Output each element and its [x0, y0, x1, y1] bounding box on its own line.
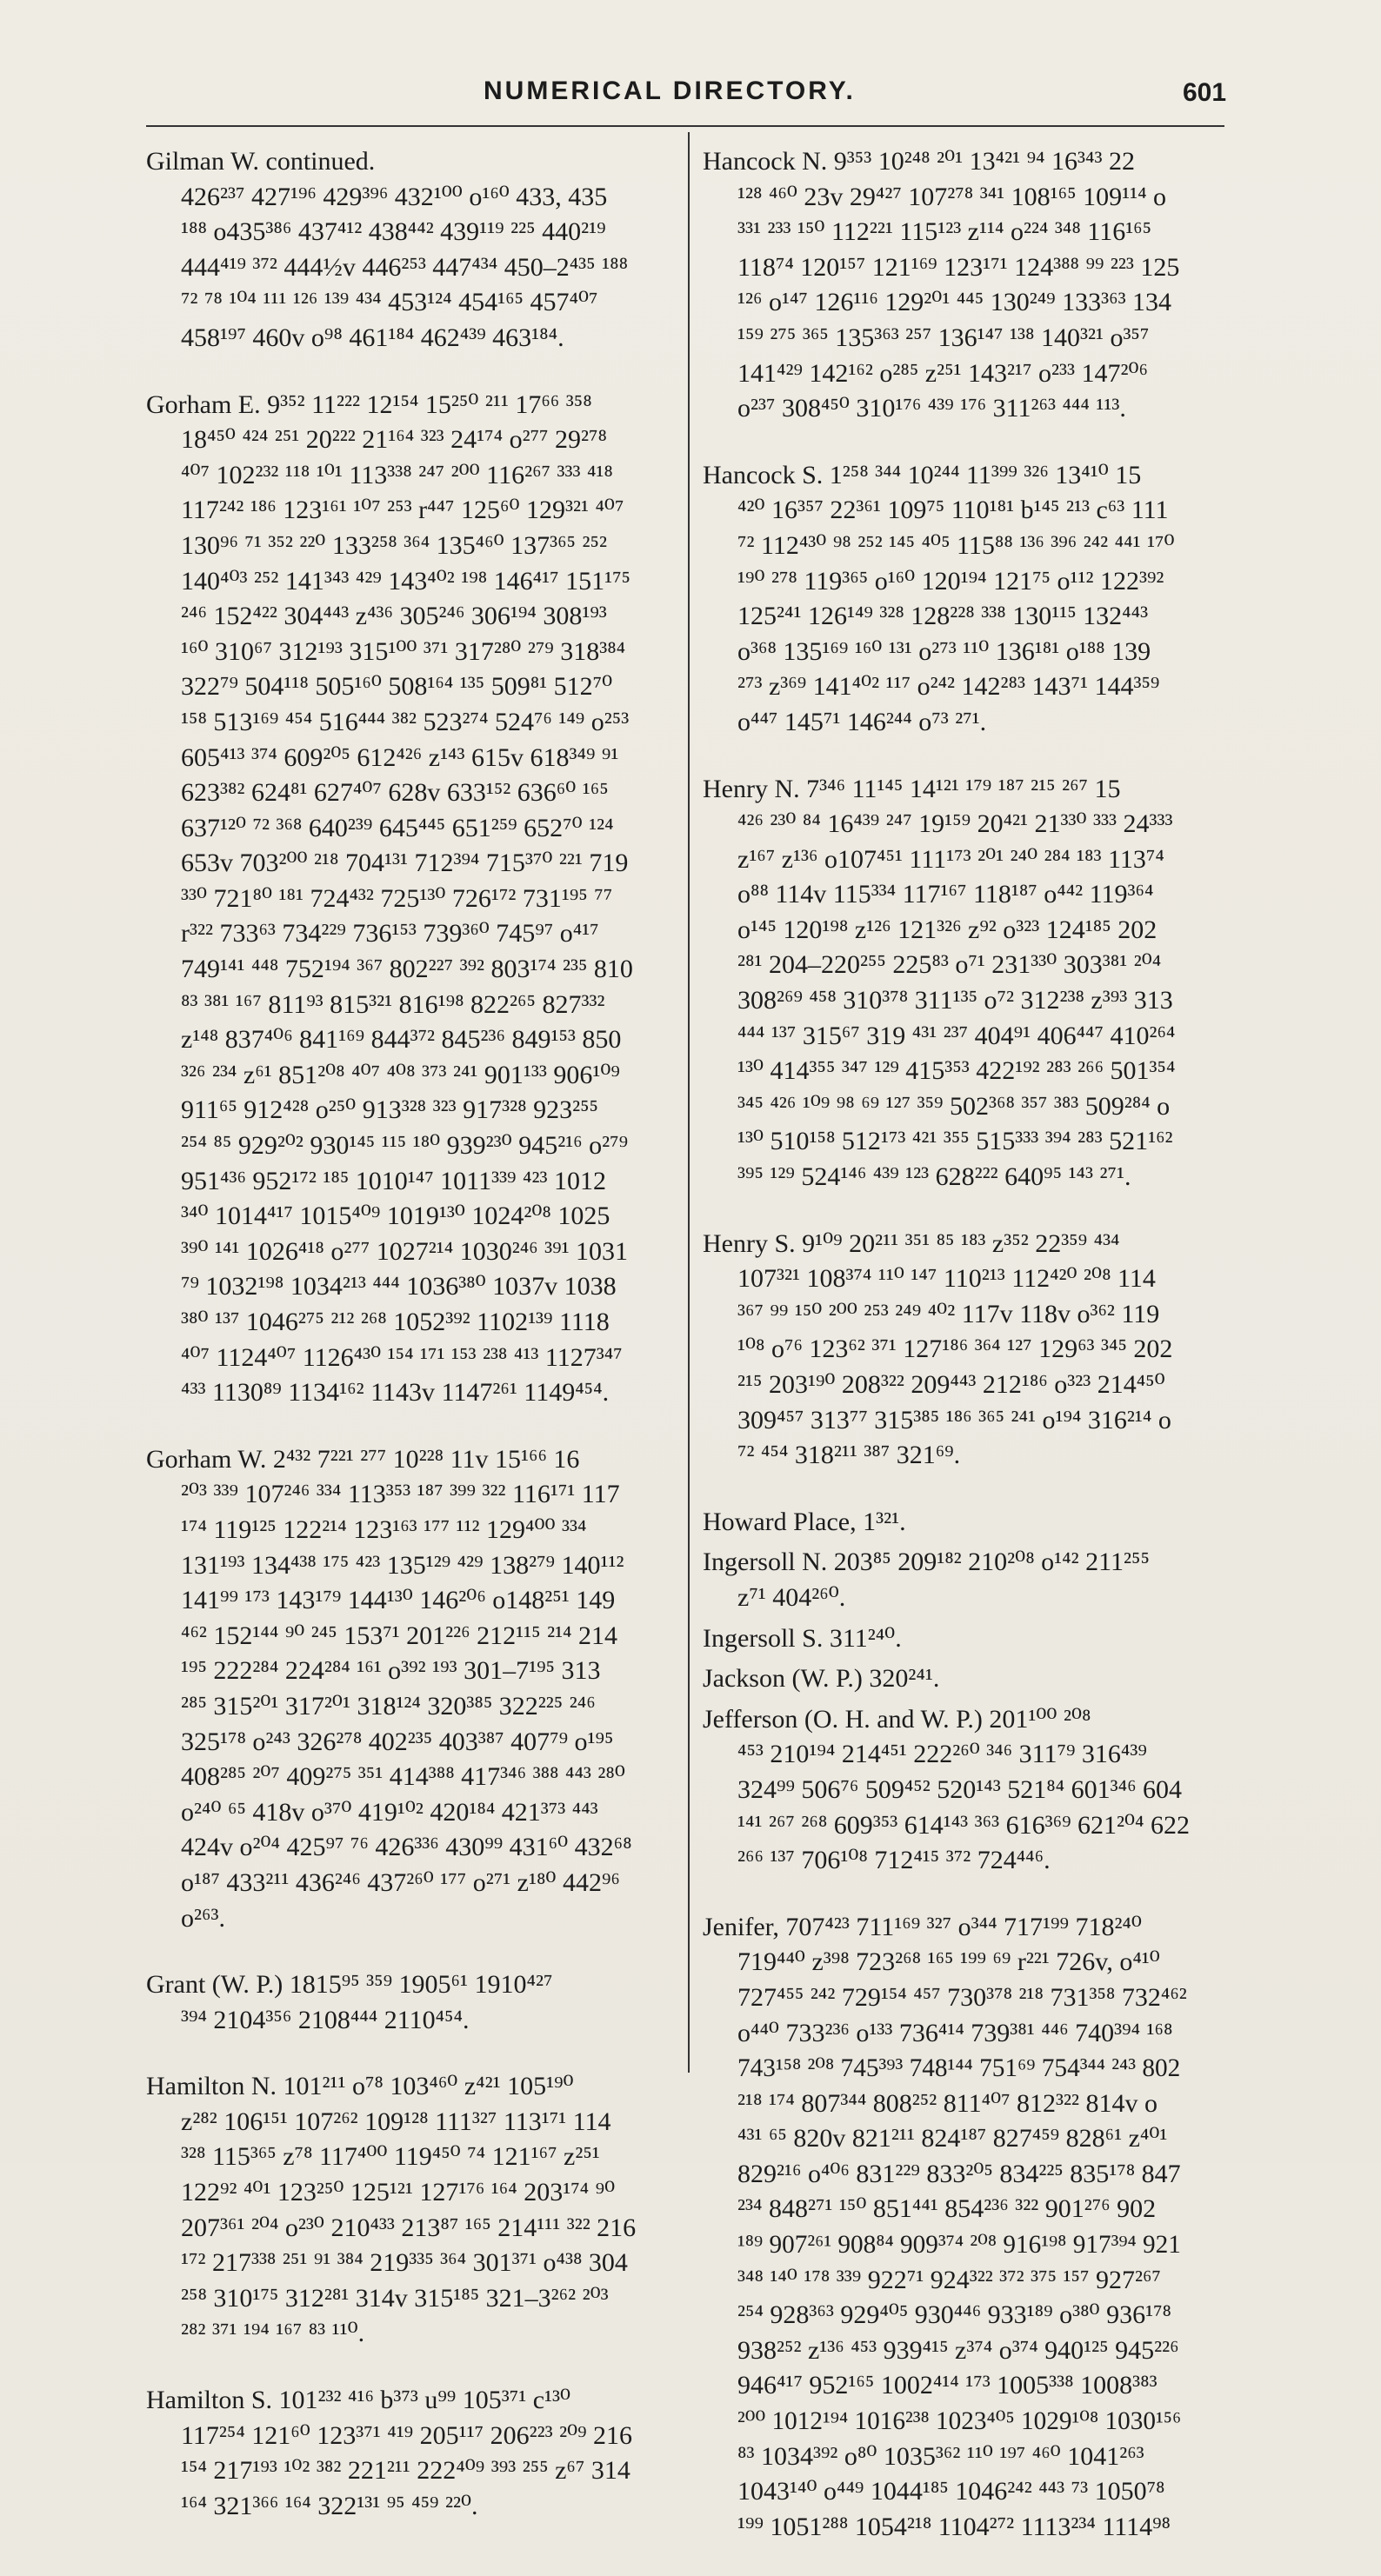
directory-entry: [146, 1442, 672, 1936]
entry-number-line: 605⁴¹³ ³⁷⁴ 609²⁰⁵ 612⁴²⁶ z¹⁴³ 615v 618³⁴⁹ ⁹¹: [181, 742, 619, 772]
entry-number-line: ²⁴⁶ 152⁴²² 304⁴⁴³ z⁴³⁶ 305²⁴⁶ 306¹⁹⁴ 308¹⁹³: [181, 602, 607, 631]
entry-number-line: z²⁸² 106¹⁵¹ 107²⁶² 109¹²⁸ 111³²⁷ 113¹⁷¹ 114: [181, 2107, 611, 2136]
entry-number-line: ⁴⁰⁷ 1124⁴⁰⁷ 1126⁴³⁰ ¹⁵⁴ ¹⁷¹ ¹⁵³ ²³⁸ ⁴¹³ 1127³⁴⁷: [181, 1342, 623, 1372]
entry-number-line: ⁴³³ 1130⁸⁹ 1134¹⁶² 1143v 1147²⁶¹ 1149⁴⁵⁴.: [181, 1378, 610, 1408]
entry-number-line: ³⁸⁰ ¹³⁷ 1046²⁷⁵ ²¹² ²⁶⁸ 1052³⁹² 1102¹³⁹ 1118: [181, 1308, 610, 1336]
left-column: [146, 144, 672, 2555]
entry-number-line: ²⁸⁵ 315²⁰¹ 317²⁰¹ 318¹²⁴ 320³⁸⁵ 322²²⁵ ²⁴⁶: [181, 1691, 596, 1721]
entry-number-line: ²⁰⁰ 1012¹⁹⁴ 1016²³⁸ 1023⁴⁰⁵ 1029¹⁰⁸ 1030¹⁵⁶: [737, 2407, 1182, 2436]
entry-number-line: 829²¹⁶ o⁴⁰⁶ 831²²⁹ 833²⁰⁵ 834²²⁵ 835¹⁷⁸ 847: [737, 2159, 1181, 2188]
entry-number-line: 140⁴⁰³ ²⁵² 141³⁴³ ⁴²⁹ 143⁴⁰² ¹⁹⁸ 146⁴¹⁷ 151¹⁷⁵: [181, 566, 631, 596]
entry-number-line: 130⁹⁶ ⁷¹ ³⁵² ²²⁰ 133²⁵⁸ ³⁶⁴ 135⁴⁶⁰ 137³⁶⁵ ²⁵²: [181, 530, 607, 560]
entry-heading-line: Hancock S. 1²⁵⁸ ³⁴⁴ 10²⁴⁴ 11³⁹⁹ ³²⁶ 13⁴¹⁰ 15: [703, 460, 1142, 489]
entry-heading-line: Hamilton S. 101²³² ⁴¹⁶ b³⁷³ u⁹⁹ 105³⁷¹ c¹³⁰: [146, 2386, 571, 2415]
entry-number-line: ²⁰³ ³³⁹ 107²⁴⁶ ³³⁴ 113³⁵³ ¹⁸⁷ ³⁹⁹ ³²² 116¹⁷¹ 117: [181, 1480, 620, 1509]
entry-number-line: ²⁵⁴ 928³⁶³ 929⁴⁰⁵ 930⁴⁴⁶ 933¹⁸⁹ o³⁸⁰ 936¹⁷⁸: [737, 2300, 1171, 2330]
entry-number-line: 118⁷⁴ 120¹⁵⁷ 121¹⁶⁹ 123¹⁷¹ 124³⁸⁸ ⁹⁹ ²²³ 125: [737, 252, 1180, 282]
entry-number-line: ⁴⁶² 152¹⁴⁴ ⁹⁰ ²⁴⁵ 153⁷¹ 201²²⁶ 212¹¹⁵ ²¹⁴ 214: [181, 1621, 618, 1650]
entry-number-line: ⁴²⁶ ²³⁰ ⁸⁴ 16⁴³⁹ ²⁴⁷ 19¹⁵⁹ 20⁴²¹ 21³³⁰ ³³³ 24³³³: [737, 809, 1173, 839]
entry-number-line: 653v 703²⁰⁰ ²¹⁸ 704¹³¹ 712³⁹⁴ 715³⁷⁰ ²²¹ 719: [181, 849, 629, 878]
entry-number-line: o¹⁸⁷ 433²¹¹ 436²⁴⁶ 437²⁶⁰ ¹⁷⁷ o²⁷¹ z¹⁸⁰ 442⁹⁶: [181, 1867, 620, 1897]
entry-number-line: 141⁴²⁹ 142¹⁶² o²⁸⁵ z²⁵¹ 143²¹⁷ o²³³ 147²⁰⁶: [737, 358, 1148, 388]
entry-number-line: ¹⁶⁴ 321³⁶⁶ ¹⁶⁴ 322¹³¹ ⁹⁵ ⁴⁵⁹ ²²⁰.: [181, 2491, 478, 2520]
entry-number-line: 719⁴⁴⁰ z³⁹⁸ 723²⁶⁸ ¹⁶⁵ ¹⁹⁹ ⁶⁹ r²²¹ 726v, o⁴¹⁰: [737, 1947, 1160, 1977]
entry-number-line: ¹²⁸ ⁴⁶⁰ 23v 29⁴²⁷ 107²⁷⁸ ³⁴¹ 108¹⁶⁵ 109¹¹⁴ o: [737, 182, 1167, 211]
entry-number-line: 743¹⁵⁸ ²⁰⁸ 745³⁹³ 748¹⁴⁴ 751⁶⁹ 754³⁴⁴ ²⁴³ 802: [737, 2054, 1181, 2083]
entry-heading-line: Grant (W. P.) 1815⁹⁵ ³⁵⁹ 1905⁶¹ 1910⁴²⁷: [146, 1970, 553, 2000]
entry-number-line: ²⁸¹ 204–220²⁵⁵ 225⁸³ o⁷¹ 231³³⁰ 303³⁸¹ ²⁰⁴: [737, 950, 1162, 980]
entry-number-line: ²⁷³ z³⁶⁹ 141⁴⁰² ¹¹⁷ o²⁴² 142²⁸³ 143⁷¹ 144³⁵⁹: [737, 672, 1160, 702]
entry-number-line: 325¹⁷⁸ o²⁴³ 326²⁷⁸ 402²³⁵ 403³⁸⁷ 407⁷⁹ o¹⁹⁵: [181, 1727, 614, 1756]
entry-number-line: 122⁹² ⁴⁰¹ 123²⁵⁰ 125¹²¹ 127¹⁷⁶ ¹⁶⁴ 203¹⁷⁴ ⁹⁰: [181, 2178, 616, 2207]
entry-number-line: ²⁸² ³⁷¹ ¹⁹⁴ ¹⁶⁷ ⁸³ ¹¹⁰.: [181, 2319, 365, 2348]
entry-number-line: o⁸⁸ 114v 115³³⁴ 117¹⁶⁷ 118¹⁸⁷ o⁴⁴² 119³⁶⁴: [737, 880, 1154, 909]
entry-heading-line: Jenifer, 707⁴²³ 711¹⁶⁹ ³²⁷ o³⁴⁴ 717¹⁹⁹ 718²⁴⁰: [703, 1912, 1142, 1941]
entry-number-line: ³⁶⁷ ⁹⁹ ¹⁵⁰ ²⁰⁰ ²⁵³ ²⁴⁹ ⁴⁰² 117v 118v o³⁶² 119: [737, 1299, 1160, 1328]
entry-number-line: 125²⁴¹ 126¹⁴⁹ ³²⁸ 128²²⁸ ³³⁸ 130¹¹⁵ 132⁴⁴³: [737, 602, 1149, 631]
directory-entry: [146, 2069, 672, 2352]
entry-number-line: o³⁶⁸ 135¹⁶⁹ ¹⁶⁰ ¹³¹ o²⁷³ ¹¹⁰ 136¹⁸¹ o¹⁸⁸ 139: [737, 636, 1151, 666]
entry-number-line: ¹⁵⁴ 217¹⁹³ ¹⁰² ³⁸² 221²¹¹ 222⁴⁰⁹ ³⁹³ ²⁵⁵ z⁶⁷ 314: [181, 2456, 630, 2486]
directory-entry: [703, 1661, 1224, 1697]
entry-number-line: o⁴⁴⁷ 145⁷¹ 146²⁴⁴ o⁷³ ²⁷¹.: [737, 707, 987, 736]
entry-heading-line: Gorham W. 2⁴³² 7²²¹ ²⁷⁷ 10²²⁸ 11v 15¹⁶⁶ 16: [146, 1444, 580, 1474]
entry-number-line: 131¹⁹³ 134⁴³⁸ ¹⁷⁵ ⁴²³ 135¹²⁹ ⁴²⁹ 138²⁷⁹ 140¹¹²: [181, 1550, 624, 1580]
entry-heading-line: Gilman W. continued.: [146, 147, 376, 176]
entry-number-line: 18⁴⁵⁰ ⁴²⁴ ²⁵¹ 20²²² 21¹⁶⁴ ³²³ 24¹⁷⁴ o²⁷⁷ 29²⁷⁸: [181, 425, 607, 455]
directory-entry: [703, 144, 1224, 427]
entry-number-line: ³⁹⁴ 2104³⁵⁶ 2108⁴⁴⁴ 2110⁴⁵⁴.: [181, 2005, 470, 2034]
entry-number-line: ²⁶⁶ ¹³⁷ 706¹⁰⁸ 712⁴¹⁵ ³⁷² 724⁴⁴⁶.: [737, 1846, 1051, 1875]
entry-number-line: 207³⁶¹ ²⁰⁴ o²³⁰ 210⁴³³ 213⁸⁷ ¹⁶⁵ 214¹¹¹ ³²² 216: [181, 2213, 637, 2242]
entry-number-line: o¹⁴⁵ 120¹⁹⁸ z¹²⁶ 121³²⁶ z⁹² o³²³ 124¹⁸⁵ 202: [737, 915, 1158, 944]
entry-number-line: 444⁴¹⁹ ³⁷² 444½v 446²⁵³ 447⁴³⁴ 450–2⁴³⁵ ¹⁸⁸: [181, 252, 629, 282]
entry-number-line: ³³¹ ²³³ ¹⁵⁰ 112²²¹ 115¹²³ z¹¹⁴ o²²⁴ ³⁴⁸ 116¹⁶⁵: [737, 217, 1152, 247]
directory-entry: [703, 1621, 1224, 1657]
entry-number-line: 309⁴⁵⁷ 313⁷⁷ 315³⁸⁵ ¹⁸⁶ ³⁶⁵ ²⁴¹ o¹⁹⁴ 316²¹⁴ o: [737, 1405, 1171, 1434]
entry-number-line: 117²⁴² ¹⁸⁶ 123¹⁶¹ ¹⁰⁷ ²⁵³ r⁴⁴⁷ 125⁶⁰ 129³²¹ ⁴⁰⁷: [181, 496, 624, 525]
entry-number-line: ⁴⁵³ 210¹⁹⁴ 214⁴⁵¹ 222²⁶⁰ ³⁴⁶ 311⁷⁹ 316⁴³⁹: [737, 1740, 1147, 1769]
entry-number-line: ¹⁹⁵ 222²⁸⁴ 224²⁸⁴ ¹⁶¹ o³⁹² ¹⁹³ 301–7¹⁹⁵ 313: [181, 1656, 601, 1686]
directory-entry: [703, 458, 1224, 741]
entry-number-line: ¹⁴¹ ²⁶⁷ ²⁶⁸ 609³⁵³ 614¹⁴³ ³⁶³ 616³⁶⁹ 621²⁰⁴ 622: [737, 1810, 1191, 1840]
entry-number-line: ⁴⁴⁴ ¹³⁷ 315⁶⁷ 319 ⁴³¹ ²³⁷ 404⁹¹ 406⁴⁴⁷ 410²⁶⁴: [737, 1021, 1176, 1050]
entry-number-line: o²⁴⁰ ⁶⁵ 418v o³⁷⁰ 419¹⁰² 420¹⁸⁴ 421³⁷³ ⁴⁴³: [181, 1797, 598, 1827]
entry-number-line: ³³⁰ 721⁸⁰ ¹⁸¹ 724⁴³² 725¹³⁰ 726¹⁷² 731¹⁹⁵ ⁷⁷: [181, 883, 613, 913]
entry-number-line: o²⁶³.: [181, 1903, 225, 1933]
entry-number-line: ³²⁶ ²³⁴ z⁶¹ 851²⁰⁸ ⁴⁰⁷ ⁴⁰⁸ ³⁷³ ²⁴¹ 901¹³³ 906¹⁰⁹: [181, 1060, 620, 1089]
directory-entry: [146, 2383, 672, 2524]
directory-entry: [146, 144, 672, 356]
entry-number-line: 322⁷⁹ 504¹¹⁸ 505¹⁶⁰ 508¹⁶⁴ ¹³⁵ 509⁸¹ 512⁷⁰: [181, 672, 613, 702]
entry-number-line: o⁴⁴⁰ 733²³⁶ o¹³³ 736⁴¹⁴ 739³⁸¹ ⁴⁴⁶ 740³⁹⁴ ¹⁶⁸: [737, 2018, 1173, 2047]
entry-number-line: ¹⁵⁸ 513¹⁶⁹ ⁴⁵⁴ 516⁴⁴⁴ ³⁸² 523²⁷⁴ 524⁷⁶ ¹⁴⁹ o²⁵³: [181, 707, 630, 736]
directory-entry: [703, 1910, 1224, 2546]
entry-number-line: o²³⁷ 308⁴⁵⁰ 310¹⁷⁶ ⁴³⁹ ¹⁷⁶ 311²⁶³ ⁴⁴⁴ ¹¹³.: [737, 394, 1126, 423]
entry-number-line: 727⁴⁵⁵ ²⁴² 729¹⁵⁴ ⁴⁵⁷ 730³⁷⁸ ²¹⁸ 731³⁵⁸ 732⁴⁶²: [737, 1982, 1187, 2012]
entry-number-line: ²¹⁸ ¹⁷⁴ 807³⁴⁴ 808²⁵² 811⁴⁰⁷ 812³²² 814v o: [737, 2088, 1158, 2118]
entry-heading-line: Howard Place, 1³²¹.: [703, 1507, 906, 1536]
entry-heading-line: Jefferson (O. H. and W. P.) 201¹⁰⁰ ²⁰⁸: [703, 1704, 1091, 1734]
entry-number-line: 623³⁸² 624⁸¹ 627⁴⁰⁷ 628v 633¹⁵² 636⁶⁰ ¹⁶⁵: [181, 778, 609, 808]
entry-number-line: 1043¹⁴⁰ o⁴⁴⁹ 1044¹⁸⁵ 1046²⁴² ⁴⁴³ ⁷³ 1050⁷⁸: [737, 2477, 1165, 2506]
entry-number-line: ¹⁰⁸ o⁷⁶ 123⁶² ³⁷¹ 127¹⁸⁶ ³⁶⁴ ¹²⁷ 129⁶³ ³⁴⁵ 202: [737, 1335, 1173, 1364]
entry-heading-line: Henry S. 9¹⁰⁹ 20²¹¹ ³⁵¹ ⁸⁵ ¹⁸³ z³⁵² 22³⁵⁹ ⁴³⁴: [703, 1228, 1120, 1258]
entry-number-line: 424v o²⁰⁴ 425⁹⁷ ⁷⁶ 426³³⁶ 430⁹⁹ 431⁶⁰ 432⁶⁸: [181, 1833, 632, 1862]
entry-number-line: ¹⁶⁰ 310⁶⁷ 312¹⁹³ 315¹⁰⁰ ³⁷¹ 317²⁸⁰ ²⁷⁹ 318³⁸⁴: [181, 636, 626, 666]
entry-number-line: ³⁹⁵ ¹²⁹ 524¹⁴⁶ ⁴³⁹ ¹²³ 628²²² 640⁹⁵ ¹⁴³ ²⁷¹.: [737, 1162, 1131, 1192]
entry-number-line: ¹⁷² 217³³⁸ ²⁵¹ ⁹¹ ³⁸⁴ 219³³⁵ ³⁶⁴ 301³⁷¹ o⁴³⁸ 304: [181, 2248, 628, 2278]
entry-number-line: ²⁵⁴ ⁸⁵ 929²⁰² 930¹⁴⁵ ¹¹⁵ ¹⁸⁰ 939²³⁰ 945²¹⁶ o²⁷⁹: [181, 1131, 629, 1161]
entry-number-line: z¹⁴⁸ 837⁴⁰⁶ 841¹⁶⁹ 844³⁷² 845²³⁶ 849¹⁵³ 850: [181, 1025, 622, 1055]
entry-number-line: 946⁴¹⁷ 952¹⁶⁵ 1002⁴¹⁴ ¹⁷³ 1005³³⁸ 1008³⁸³: [737, 2371, 1158, 2400]
entry-number-line: ¹⁸⁸ o435³⁸⁶ 437⁴¹² 438⁴⁴² 439¹¹⁹ ²²⁵ 440²¹⁹: [181, 217, 606, 247]
entry-number-line: ³⁴⁸ ¹⁴⁰ ¹⁷⁸ ³³⁹ 922⁷¹ 924³²² ³⁷² ³⁷⁵ ¹⁵⁷ 927²⁶⁷: [737, 2265, 1161, 2294]
right-column: [703, 144, 1224, 2576]
entry-number-line: 107³²¹ 108³⁷⁴ ¹¹⁰ ¹⁴⁷ 110²¹³ 112⁴²⁰ ²⁰⁸ 114: [737, 1264, 1156, 1294]
page-number: 601: [1183, 78, 1227, 107]
entry-heading-line: Hancock N. 9³⁵³ 10²⁴⁸ ²⁰¹ 13⁴²¹ ⁹⁴ 16³⁴³ 22: [703, 147, 1135, 176]
entry-number-line: ¹⁸⁹ 907²⁶¹ 908⁸⁴ 909³⁷⁴ ²⁰⁸ 916¹⁹⁸ 917³⁹⁴ 921: [737, 2231, 1181, 2260]
entry-number-line: ⁸³ ³⁸¹ ¹⁶⁷ 811⁹³ 815³²¹ 816¹⁹⁸ 822²⁶⁵ 827³³²: [181, 989, 605, 1019]
entry-number-line: 637¹²⁰ ⁷² ³⁶⁸ 640²³⁹ 645⁴⁴⁵ 651²⁵⁹ 652⁷⁰ ¹²⁴: [181, 813, 614, 842]
entry-number-line: ⁷⁹ 1032¹⁹⁸ 1034²¹³ ⁴⁴⁴ 1036³⁸⁰ 1037v 1038: [181, 1272, 617, 1301]
entry-number-line: 426²³⁷ 427¹⁹⁶ 429³⁹⁶ 432¹⁰⁰ o¹⁶⁰ 433, 435: [181, 182, 608, 211]
directory-entry: [703, 1702, 1224, 1879]
entry-number-line: 324⁹⁹ 506⁷⁶ 509⁴⁵² 520¹⁴³ 521⁸⁴ 601³⁴⁶ 604: [737, 1774, 1183, 1804]
entry-number-line: r³²² 733⁶³ 734²²⁹ 736¹⁵³ 739³⁶⁰ 745⁹⁷ o⁴¹⁷: [181, 919, 599, 949]
directory-entry: [703, 1545, 1224, 1615]
entry-heading-line: Ingersoll N. 203⁸⁵ 209¹⁸² 210²⁰⁸ o¹⁴² 211²⁵⁵: [703, 1548, 1150, 1577]
entry-number-line: ²⁵⁸ 310¹⁷⁵ 312²⁸¹ 314v 315¹⁸⁵ 321–3²⁶² ²⁰³: [181, 2283, 609, 2313]
entry-number-line: ³⁹⁰ ¹⁴¹ 1026⁴¹⁸ o²⁷⁷ 1027²¹⁴ 1030²⁴⁶ ³⁹¹ 1031: [181, 1236, 629, 1266]
entry-number-line: 117²⁵⁴ 121⁶⁰ 123³⁷¹ ⁴¹⁹ 205¹¹⁷ 206²²³ ²⁰⁹ 216: [181, 2420, 633, 2450]
entry-number-line: ³²⁸ 115³⁶⁵ z⁷⁸ 117⁴⁰⁰ 119⁴⁵⁰ ⁷⁴ 121¹⁶⁷ z²⁵¹: [181, 2142, 600, 2172]
entry-number-line: ²¹⁵ 203¹⁹⁰ 208³²² 209⁴⁴³ 212¹⁸⁶ o³²³ 214⁴⁵⁰: [737, 1370, 1165, 1399]
entry-number-line: ⁴³¹ ⁶⁵ 820v 821²¹¹ 824¹⁸⁷ 827⁴⁵⁹ 828⁶¹ z⁴⁰¹: [737, 2124, 1168, 2153]
directory-entry: [146, 388, 672, 1411]
entry-number-line: 911⁶⁵ 912⁴²⁸ o²⁵⁰ 913³²⁸ ³²³ 917³²⁸ 923²⁵⁵: [181, 1095, 598, 1125]
entry-number-line: 458¹⁹⁷ 460v o⁹⁸ 461¹⁸⁴ 462⁴³⁹ 463¹⁸⁴.: [181, 323, 564, 352]
entry-number-line: ¹⁹⁰ ²⁷⁸ 119³⁶⁵ o¹⁶⁰ 120¹⁹⁴ 121⁷⁵ o¹¹² 122³⁹²: [737, 566, 1164, 596]
entry-heading-line: Hamilton N. 101²¹¹ o⁷⁸ 103⁴⁶⁰ z⁴²¹ 105¹⁹⁰: [146, 2072, 574, 2101]
entry-number-line: ⁷² ⁷⁸ ¹⁰⁴ ¹¹¹ ¹²⁶ ¹³⁹ ⁴³⁴ 453¹²⁴ 454¹⁶⁵ 457⁴⁰⁷: [181, 288, 598, 317]
entry-number-line: z¹⁶⁷ z¹³⁶ o107⁴⁵¹ 111¹⁷³ ²⁰¹ ²⁴⁰ ²⁸⁴ ¹⁸³ 113⁷⁴: [737, 844, 1164, 874]
entry-heading-line: Henry N. 7³⁴⁶ 11¹⁴⁵ 14¹²¹ ¹⁷⁹ ¹⁸⁷ ²¹⁵ ²⁶⁷ 15: [703, 774, 1121, 803]
entry-number-line: 308²⁶⁹ ⁴⁵⁸ 310³⁷⁸ 311¹³⁵ o⁷² 312²³⁸ z³⁹³ 313: [737, 986, 1173, 1015]
entry-number-line: 951⁴³⁶ 952¹⁷² ¹⁸⁵ 1010¹⁴⁷ 1011³³⁹ ⁴²³ 1012: [181, 1166, 606, 1195]
entry-number-line: 408²⁸⁵ ²⁰⁷ 409²⁷⁵ ³⁵¹ 414³⁸⁸ 417³⁴⁶ ³⁸⁸ ⁴⁴³ ²⁸⁰: [181, 1762, 625, 1792]
entry-heading-line: Gorham E. 9³⁵² 11²²² 12¹⁵⁴ 15²⁵⁰ ²¹¹ 17⁶⁶ ³⁵⁸: [146, 389, 592, 419]
entry-number-line: ⁸³ 1034³⁹² o⁸⁰ 1035³⁶² ¹¹⁰ ¹⁹⁷ ⁴⁶⁰ 1041²⁶³: [737, 2441, 1144, 2471]
entry-number-line: ¹³⁰ 414³⁵⁵ ³⁴⁷ ¹²⁹ 415³⁵³ 422¹⁹² ²⁸³ ²⁶⁶ 501³⁵⁴: [737, 1056, 1176, 1086]
entry-number-line: 141⁹⁹ ¹⁷³ 143¹⁷⁹ 144¹³⁰ 146²⁰⁶ o148²⁵¹ 149: [181, 1586, 616, 1615]
entry-number-line: ⁴²⁰ 16³⁵⁷ 22³⁶¹ 109⁷⁵ 110¹⁸¹ b¹⁴⁵ ²¹³ c⁶³ 111: [737, 496, 1169, 525]
entry-heading-line: Jackson (W. P.) 320²⁴¹.: [703, 1664, 940, 1694]
directory-entry: [703, 1227, 1224, 1474]
entry-number-line: z⁷¹ 404²⁶⁰.: [737, 1582, 846, 1612]
entry-number-line: ¹²⁶ o¹⁴⁷ 126¹¹⁶ 129²⁰¹ ⁴⁴⁵ 130²⁴⁹ 133³⁶³ 134: [737, 288, 1172, 317]
column-divider: [688, 132, 690, 2073]
entry-number-line: ¹⁷⁴ 119¹²⁵ 122²¹⁴ 123¹⁶³ ¹⁷⁷ ¹¹² 129⁴⁰⁰ ³³⁴: [181, 1514, 587, 1544]
entry-number-line: ⁴⁰⁷ 102²³² ¹¹⁸ ¹⁰¹ 113³³⁸ ²⁴⁷ ²⁰⁰ 116²⁶⁷ ³³³ ⁴¹⁸: [181, 460, 613, 489]
running-head: NUMERICAL DIRECTORY.: [484, 77, 856, 105]
header-rule: [146, 125, 1224, 127]
entry-number-line: ¹³⁰ 510¹⁵⁸ 512¹⁷³ ⁴²¹ ³⁵⁵ 515³³³ ³⁹⁴ ²⁸³ 521¹⁶²: [737, 1127, 1173, 1156]
entry-number-line: ¹⁵⁹ ²⁷⁵ ³⁶⁵ 135³⁶³ ²⁵⁷ 136¹⁴⁷ ¹³⁸ 140³²¹ o³⁵⁷: [737, 323, 1150, 352]
entry-number-line: ³⁴⁰ 1014⁴¹⁷ 1015⁴⁰⁹ 1019¹³⁰ 1024²⁰⁸ 1025: [181, 1201, 610, 1231]
entry-number-line: ¹⁹⁹ 1051²⁸⁸ 1054²¹⁸ 1104²⁷² 1113²³⁴ 1114⁹⁸: [737, 2512, 1171, 2541]
directory-entry: [703, 1505, 1224, 1541]
entry-number-line: 938²⁵² z¹³⁶ ⁴⁵³ 939⁴¹⁵ z³⁷⁴ o³⁷⁴ 940¹²⁵ 945²²⁶: [737, 2335, 1179, 2365]
entry-number-line: 749¹⁴¹ ⁴⁴⁸ 752¹⁹⁴ ³⁶⁷ 802²²⁷ ³⁹² 803¹⁷⁴ ²³⁵ 810: [181, 955, 633, 984]
entry-number-line: ⁷² 112⁴³⁰ ⁹⁸ ²⁵² ¹⁴⁵ ⁴⁰⁵ 115⁸⁸ ¹³⁶ ³⁹⁶ ²⁴² ⁴⁴¹ ¹⁷⁰: [737, 530, 1175, 560]
directory-entry: [146, 1967, 672, 2038]
entry-number-line: ²³⁴ 848²⁷¹ ¹⁵⁰ 851⁴⁴¹ 854²³⁶ ³²² 901²⁷⁶ 902: [737, 2194, 1157, 2224]
entry-number-line: ⁷² ⁴⁵⁴ 318²¹¹ ³⁸⁷ 321⁶⁹.: [737, 1441, 961, 1470]
entry-heading-line: Ingersoll S. 311²⁴⁰.: [703, 1623, 902, 1653]
entry-number-line: ³⁴⁵ ⁴²⁶ ¹⁰⁹ ⁹⁸ ⁶⁹ ¹²⁷ ³⁵⁹ 502³⁶⁸ ³⁵⁷ ³⁸³ 509²⁸⁴ o: [737, 1091, 1171, 1121]
directory-entry: [703, 772, 1224, 1195]
